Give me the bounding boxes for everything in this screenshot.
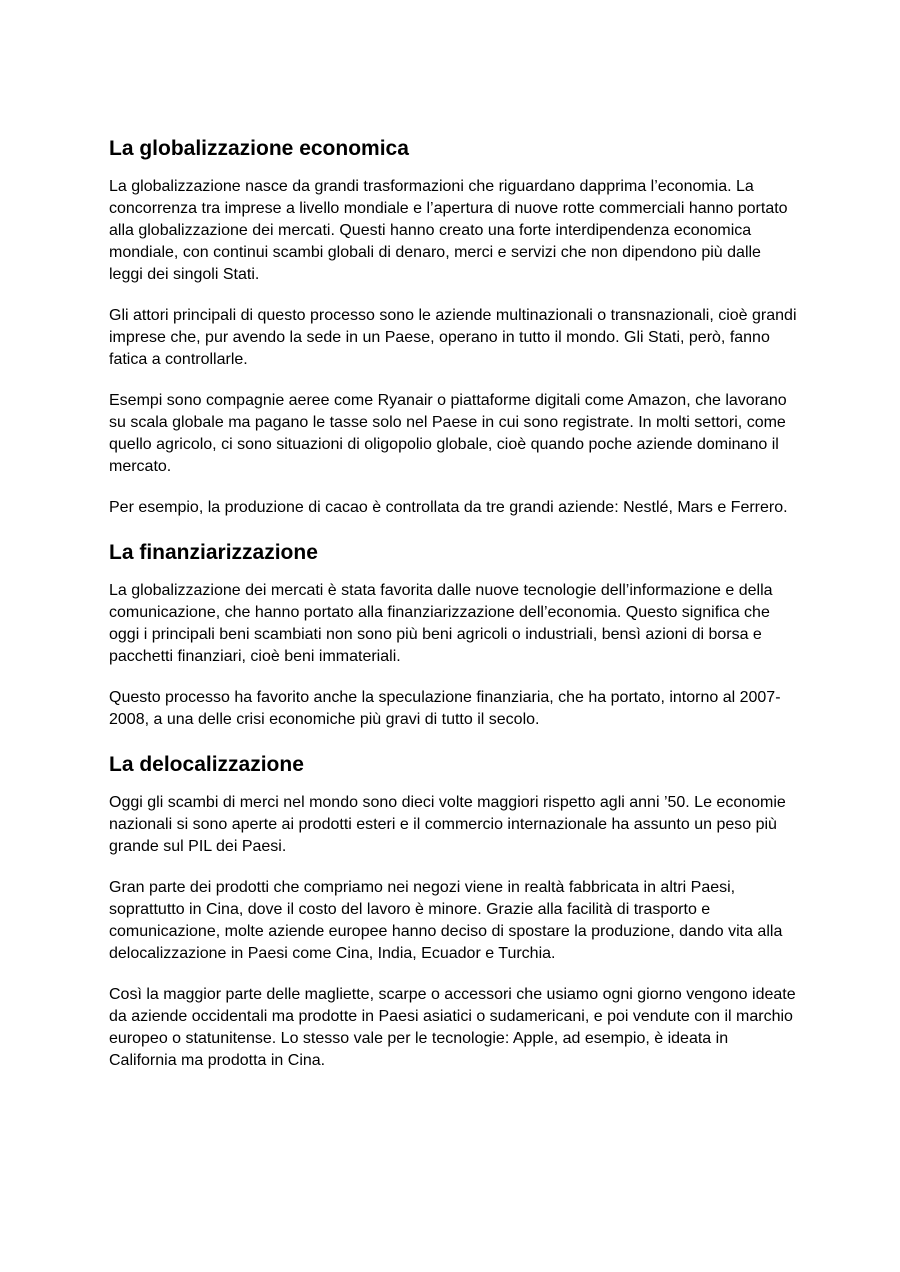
section-heading: La delocalizzazione: [109, 753, 304, 776]
section-delocalizzazione: [109, 750, 799, 1072]
paragraph: Gran parte dei prodotti che compriamo nei negozi viene in realtà fabbricata in altri Paesi, soprattutto in Cina, dove il costo del lavoro è minore. Grazie alla facilità di trasporto e comunicazione, molte aziende europee hanno deciso di spostare la produzione, dando vita alla delocalizzazione in Paesi come Cina, India, Ecuador e Turchia.: [109, 879, 783, 962]
section-heading: La finanziarizzazione: [109, 541, 318, 564]
section-globalizzazione-economica: [109, 134, 799, 519]
paragraph: Gli attori principali di questo processo sono le aziende multinazionali o transnazionali, cioè grandi imprese che, pur avendo la sede in un Paese, operano in tutto il mondo. Gli Stati, però, fanno fatica a controllarle.: [109, 307, 797, 368]
paragraph: Così la maggior parte delle magliette, scarpe o accessori che usiamo ogni giorno vengono ideate da aziende occidentali ma prodotte in Paesi asiatici o sudamericani, e poi vendute con il marchio europeo o statunitense. Lo stesso vale per le tecnologie: Apple, ad esempio, è ideata in California ma prodotta in Cina.: [109, 986, 796, 1069]
paragraph: Oggi gli scambi di merci nel mondo sono dieci volte maggiori rispetto agli anni ’50. Le economie nazionali si sono aperte ai prodotti esteri e il commercio internazionale ha assunto un peso più grande sul PIL dei Paesi.: [109, 794, 786, 855]
section-finanziarizzazione: [109, 538, 799, 731]
paragraph: Esempi sono compagnie aeree come Ryanair o piattaforme digitali come Amazon, che lavorano su scala globale ma pagano le tasse solo nel Paese in cui sono registrate. In molti settori, come quello agricolo, ci sono situazioni di oligopolio globale, cioè quando poche aziende dominano il mercato.: [109, 392, 787, 475]
paragraph: La globalizzazione dei mercati è stata favorita dalle nuove tecnologie dell’informazione e della comunicazione, che hanno portato alla finanziarizzazione dell’economia. Questo significa che oggi i principali beni scambiati non sono più beni agricoli o industriali, bensì azioni di borsa e pacchetti finanziari, cioè beni immateriali.: [109, 582, 773, 665]
paragraph: Per esempio, la produzione di cacao è controllata da tre grandi aziende: Nestlé, Mars e Ferrero.: [109, 499, 788, 516]
document-body: [109, 134, 799, 1091]
section-heading: La globalizzazione economica: [109, 137, 409, 160]
paragraph: Questo processo ha favorito anche la speculazione finanziaria, che ha portato, intorno al 2007-2008, a una delle crisi economiche più gravi di tutto il secolo.: [109, 689, 781, 728]
paragraph: La globalizzazione nasce da grandi trasformazioni che riguardano dapprima l’economia. La concorrenza tra imprese a livello mondiale e l’apertura di nuove rotte commerciali hanno portato alla globalizzazione dei mercati. Questi hanno creato una forte interdipendenza economica mondiale, con continui scambi globali di denaro, merci e servizi che non dipendono più dalle leggi dei singoli Stati.: [109, 178, 788, 283]
